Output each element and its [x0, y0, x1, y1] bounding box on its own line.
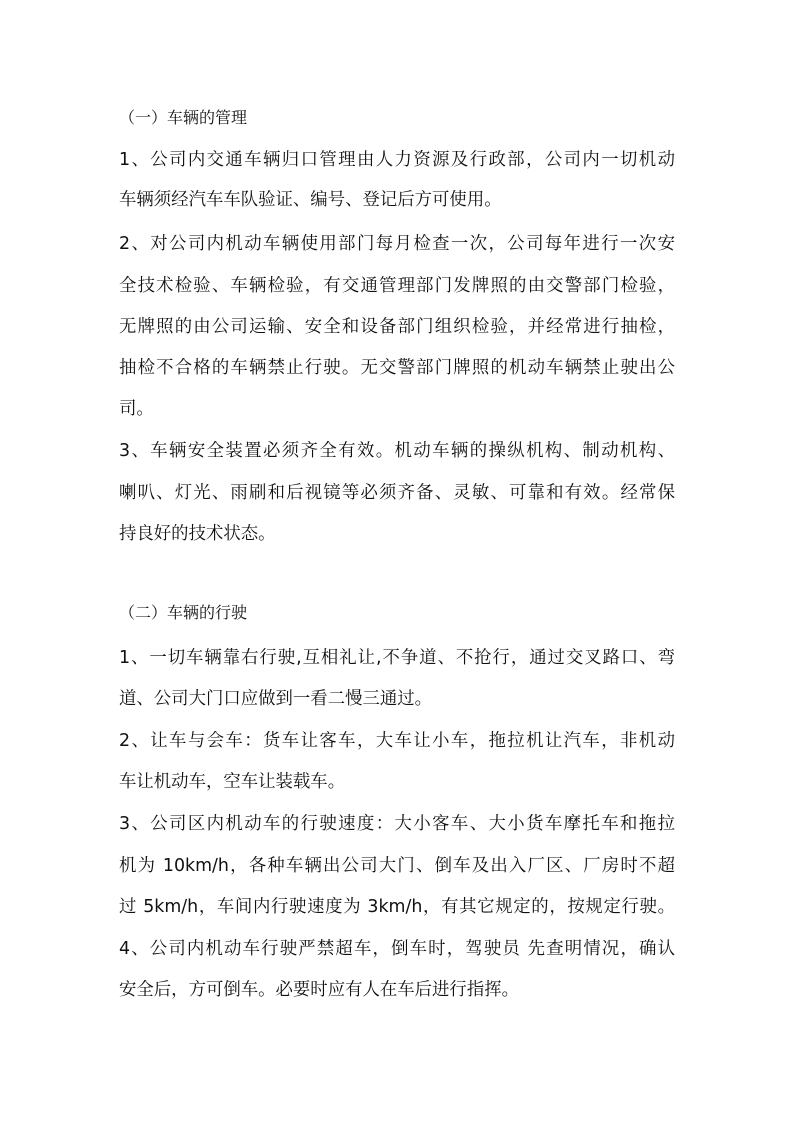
text-line: 1、公司内交通车辆归口管理由人力资源及行政部，公司内一切机动: [119, 150, 675, 170]
text-line: 安全后，方可倒车。必要时应有人在车后进行指挥。: [119, 980, 519, 1000]
text-line: 4、公司内机动车行驶严禁超车，倒车时，驾驶员 先查明情况，确认: [119, 939, 675, 959]
text-line: 车让机动车，空车让装载车。: [119, 772, 346, 792]
text-line: 无牌照的由公司运输、安全和设备部门组织检验，并经常进行抽检，: [119, 317, 675, 337]
text-line: 3、公司区内机动车的行驶速度：大小客车、大小货车摩托车和拖拉: [119, 814, 675, 834]
text-line: 过 5km/h，车间内行驶速度为 3km/h，有其它规定的，按规定行驶。: [119, 897, 675, 917]
text-line: 全技术检验、车辆检验，有交通管理部门发牌照的由交警部门检验，: [119, 276, 675, 296]
text-line: 3、车辆安全装置必须齐全有效。机动车辆的操纵机构、制动机构、: [119, 441, 675, 461]
text-line: 持良好的技术状态。: [119, 524, 276, 544]
text-line: 2、对公司内机动车辆使用部门每月检查一次，公司每年进行一次安: [119, 234, 675, 254]
text-line: 司。: [119, 399, 154, 419]
text-line: 2、让车与会车：货车让客车，大车让小车，拖拉机让汽车，非机动: [119, 731, 675, 751]
text-line: 喇叭、灯光、雨刷和后视镜等必须齐备、灵敏、可靠和有效。经常保: [119, 483, 675, 503]
text-line: 1、一切车辆靠右行驶,互相礼让,不争道、不抢行，通过交叉路口、弯: [119, 648, 675, 668]
text-line: 机为 10km/h，各种车辆出公司大门、倒车及出入厂区、厂房时不超: [119, 856, 675, 876]
section-title-vehicle-driving: （二）车辆的行驶: [119, 603, 248, 622]
text-line: 抽检不合格的车辆禁止行驶。无交警部门牌照的机动车辆禁止驶出公: [119, 358, 675, 378]
text-line: 车辆须经汽车车队验证、编号、登记后方可使用。: [119, 190, 502, 210]
text-line: 道、公司大门口应做到一看二慢三通过。: [119, 689, 433, 709]
section-title-vehicle-management: （一）车辆的管理: [119, 108, 248, 127]
